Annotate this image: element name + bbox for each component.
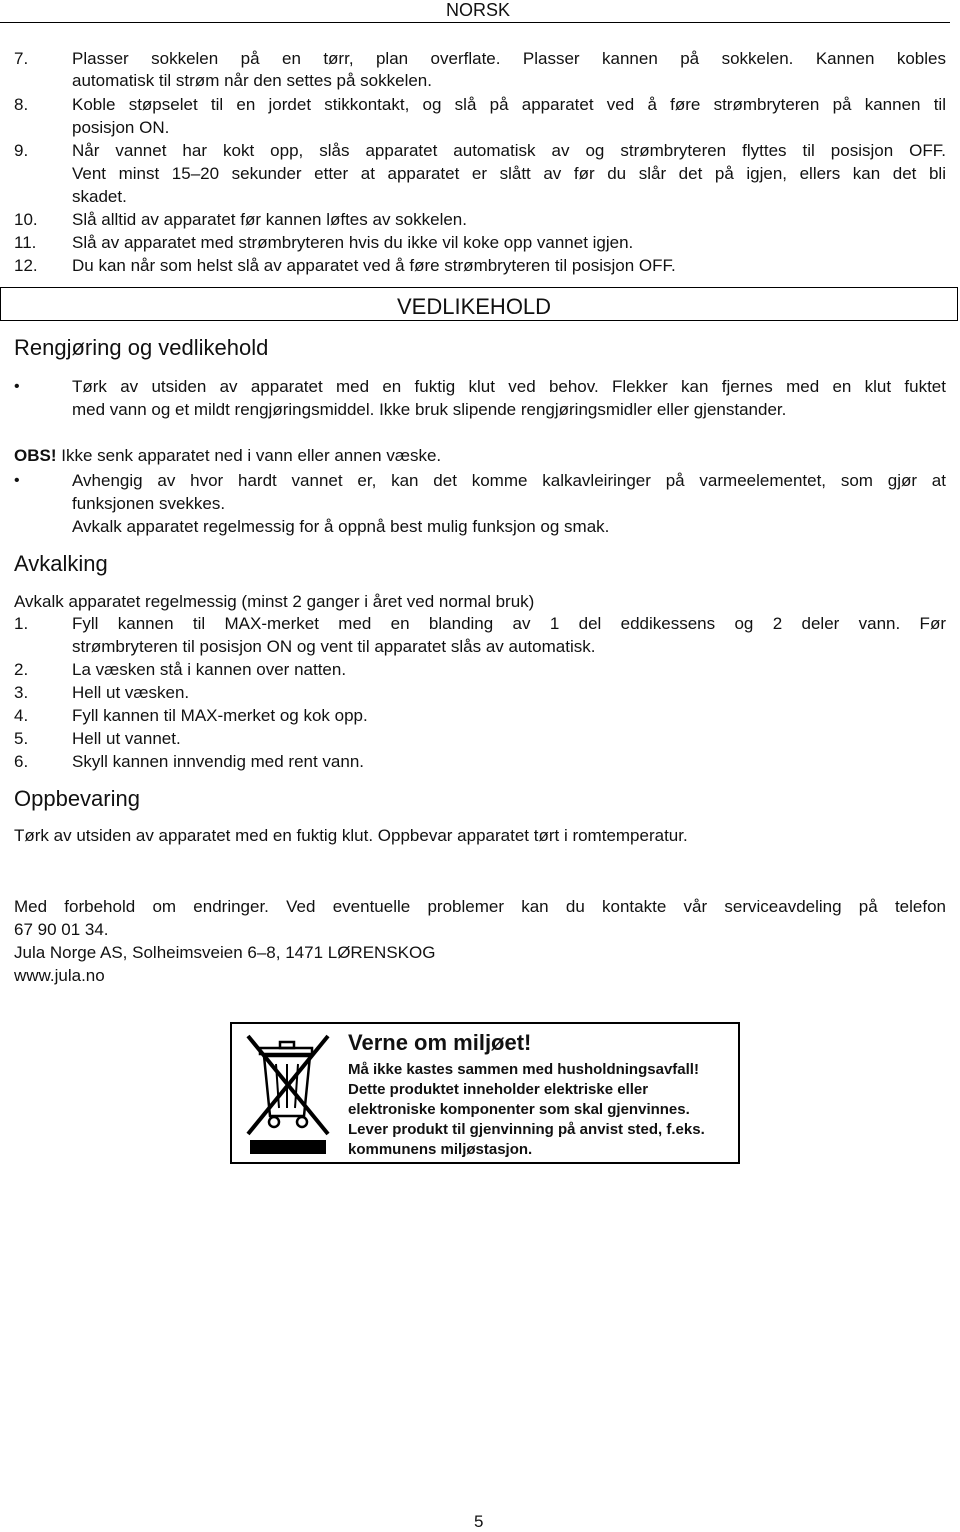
bullet-icon: • bbox=[14, 378, 20, 395]
environment-text: Lever produkt til gjenvinning på anvist sted, f.eks. bbox=[348, 1121, 705, 1138]
step-number: 3. bbox=[14, 683, 29, 702]
environment-title: Verne om miljøet! bbox=[348, 1030, 532, 1055]
step-text: automatisk til strøm når den settes på sokkelen. bbox=[72, 71, 432, 90]
environment-text: elektroniske komponenter som skal gjenvinnes. bbox=[348, 1101, 690, 1118]
bullet-icon: • bbox=[14, 472, 20, 489]
step-number: 1. bbox=[14, 614, 29, 633]
section-title: VEDLIKEHOLD bbox=[397, 294, 552, 319]
environment-text: Dette produktet inneholder elektriske eller bbox=[348, 1081, 649, 1098]
step-text: Hell ut væsken. bbox=[72, 683, 190, 702]
descaling-intro: Avkalk apparatet regelmessig (minst 2 ganger i året ved normal bruk) bbox=[14, 592, 535, 611]
step-text: posisjon ON. bbox=[72, 118, 170, 137]
step-text: Hell ut vannet. bbox=[72, 729, 181, 748]
step-text: Når vannet har kokt opp, slås apparatet automatisk av og strømbryteren flyttes til posisjon OFF. bbox=[72, 141, 946, 160]
step-text: strømbryteren til posisjon ON og vent til apparatet slås av automatisk. bbox=[72, 637, 596, 656]
step-number: 10. bbox=[14, 210, 38, 229]
step-text: Koble støpselet til en jordet stikkontakt, og slå på apparatet ved å føre strømbryteren på kannen til bbox=[72, 95, 946, 114]
step-number: 6. bbox=[14, 752, 29, 771]
header-rule bbox=[0, 22, 950, 23]
step-text: Du kan når som helst slå av apparatet ved å føre strømbryteren til posisjon OFF. bbox=[72, 256, 676, 275]
step-number: 12. bbox=[14, 256, 38, 275]
step-text: Slå av apparatet med strømbryteren hvis du ikke vil koke opp vannet igjen. bbox=[72, 233, 634, 252]
contact-line: Med forbehold om endringer. Ved eventuelle problemer kan du kontakte vår serviceavdeling på telefon bbox=[14, 897, 946, 916]
step-text: Vent minst 15–20 sekunder etter at apparatet er slått av før du slår det på igjen, ellers kan det bli bbox=[72, 164, 946, 183]
contact-address: Jula Norge AS, Solheimsveien 6–8, 1471 LØRENSKOG bbox=[14, 943, 436, 962]
step-number: 2. bbox=[14, 660, 29, 679]
step-text: La væsken stå i kannen over natten. bbox=[72, 660, 347, 679]
language-label: NORSK bbox=[446, 0, 511, 20]
step-text: Plasser sokkelen på en tørr, plan overflate. Plasser kannen på sokkelen. Kannen kobles bbox=[72, 49, 946, 68]
cleaning-text: Avhengig av hvor hardt vannet er, kan det komme kalkavleiringer på varmeelementet, som gjør at bbox=[72, 471, 946, 490]
crossed-out-wheelie-bin-icon bbox=[238, 1030, 338, 1158]
cleaning-text: med vann og et mildt rengjøringsmiddel. Ikke bruk slipende rengjøringsmidler eller gjenstander. bbox=[72, 400, 787, 419]
obs-label: OBS! bbox=[14, 446, 57, 465]
step-text: Fyll kannen til MAX-merket med en blanding av 1 del eddikessens og 2 deler vann. Før bbox=[72, 614, 946, 633]
contact-phone: 67 90 01 34. bbox=[14, 920, 109, 939]
cleaning-text: Tørk av utsiden av apparatet med en fuktig klut ved behov. Flekker kan fjernes med en klut fuktet bbox=[72, 377, 946, 396]
environment-text: kommunens miljøstasjon. bbox=[348, 1141, 533, 1158]
cleaning-text: Avkalk apparatet regelmessig for å oppnå best mulig funksjon og smak. bbox=[72, 517, 610, 536]
obs-text: Ikke senk apparatet ned i vann eller annen væske. bbox=[56, 446, 442, 465]
obs-warning bbox=[14, 445, 441, 467]
step-text: Fyll kannen til MAX-merket og kok opp. bbox=[72, 706, 368, 725]
step-text: Skyll kannen innvendig med rent vann. bbox=[72, 752, 365, 771]
step-text: Slå alltid av apparatet før kannen løftes av sokkelen. bbox=[72, 210, 467, 229]
contact-website: www.jula.no bbox=[14, 966, 105, 985]
storage-heading: Oppbevaring bbox=[14, 786, 140, 811]
step-number: 5. bbox=[14, 729, 29, 748]
step-text: skadet. bbox=[72, 187, 127, 206]
step-number: 11. bbox=[14, 233, 37, 252]
step-number: 7. bbox=[14, 49, 29, 68]
environment-notice-box bbox=[230, 1022, 740, 1164]
cleaning-text: funksjonen svekkes. bbox=[72, 494, 226, 513]
storage-text: Tørk av utsiden av apparatet med en fuktig klut. Oppbevar apparatet tørt i romtemperatur. bbox=[14, 826, 688, 845]
step-number: 4. bbox=[14, 706, 29, 725]
descaling-heading: Avkalking bbox=[14, 551, 108, 576]
page-number: 5 bbox=[474, 1512, 484, 1531]
step-number: 9. bbox=[14, 141, 29, 160]
cleaning-heading: Rengjøring og vedlikehold bbox=[14, 335, 269, 360]
environment-text: Må ikke kastes sammen med husholdningsavfall! bbox=[348, 1061, 699, 1078]
step-number: 8. bbox=[14, 95, 29, 114]
